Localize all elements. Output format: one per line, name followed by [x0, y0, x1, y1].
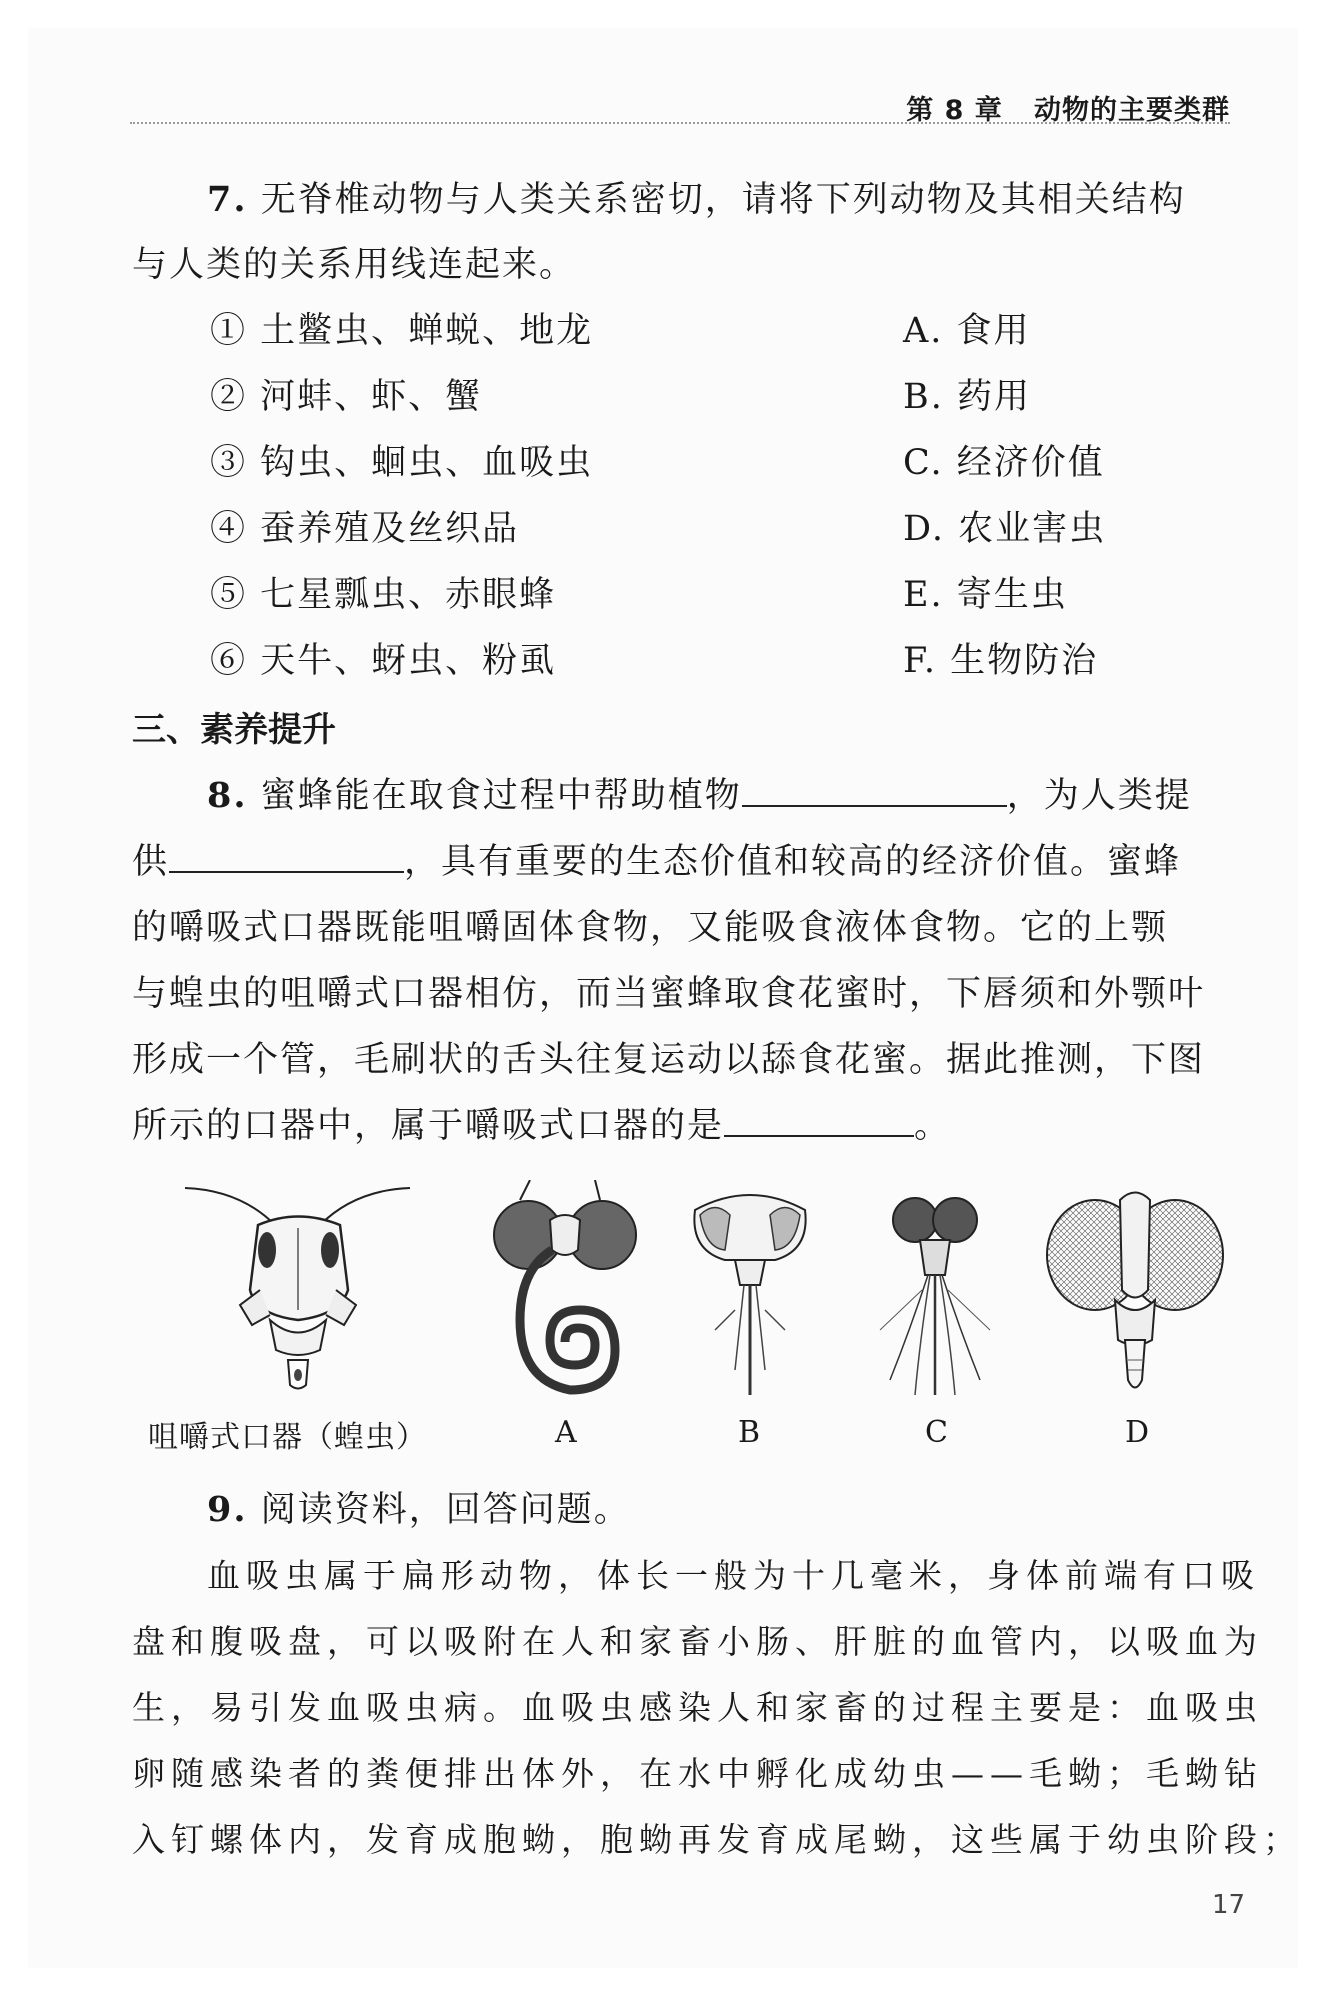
q7-right-item-e: E. 寄生虫 [903, 575, 1068, 615]
q7-left-item-4: ④ 蚕养殖及丝织品 [210, 509, 520, 549]
q8-text-2b: ，具有重要的生态价值和较高的经济价值。蜜蜂 [404, 842, 1182, 882]
section-title: 三、素养提升 [132, 710, 336, 750]
q8-line1 [207, 768, 1192, 818]
running-header [130, 88, 1230, 124]
q7-text-line2: 与人类的关系用线连起来。 [132, 245, 577, 285]
mouthpart-b-illustration [680, 1180, 820, 1410]
q8-line6 [132, 1098, 951, 1148]
q8-line3: 的嚼吸式口器既能咀嚼固体食物，又能吸食液体食物。它的上颚 [132, 908, 1169, 948]
q9-number: 9. [207, 1489, 248, 1530]
q8-text-6a: 所示的口器中，属于嚼吸式口器的是 [132, 1106, 725, 1146]
q8-text-1a: 蜜蜂能在取食过程中帮助植物 [260, 776, 742, 816]
q7-right-item-f: F. 生物防治 [903, 641, 1099, 681]
caption-a: A [555, 1415, 578, 1450]
answer-blank-2[interactable] [169, 870, 404, 873]
q7-right-item-c: C. 经济价值 [903, 443, 1105, 483]
q8-line4: 与蝗虫的咀嚼式口器相仿，而当蜜蜂取食花蜜时，下唇须和外颚叶 [132, 974, 1206, 1014]
q8-text-1b: ，为人类提 [1006, 776, 1192, 816]
mouthpart-c-illustration [860, 1180, 1010, 1410]
q8-line2 [132, 834, 1181, 884]
q9-passage-line4: 卵随感染者的粪便排出体外，在水中孵化成幼虫——毛蚴；毛蚴钻 [132, 1754, 1263, 1793]
chapter-title: 动物的主要类群 [1034, 95, 1230, 126]
q7-right-item-b: B. 药用 [903, 377, 1031, 417]
q9-passage-line5: 入钉螺体内，发育成胞蚴，胞蚴再发育成尾蚴，这些属于幼虫阶段； [132, 1820, 1302, 1859]
caption-locust: 咀嚼式口器（蝗虫） [148, 1420, 427, 1455]
q7-right-item-d: D. 农业害虫 [903, 509, 1107, 549]
q8-text-2a: 供 [132, 842, 170, 882]
caption-d: D [1125, 1415, 1151, 1450]
q8-number: 8. [207, 775, 248, 816]
q7-right-item-a: A. 食用 [903, 311, 1031, 351]
caption-c: C [925, 1415, 949, 1450]
q7-line1 [207, 172, 1186, 222]
chapter-heading [906, 88, 1230, 127]
q7-left-item-3: ③ 钩虫、蛔虫、血吸虫 [210, 443, 594, 483]
q7-left-item-2: ② 河蚌、虾、蟹 [210, 377, 483, 417]
q8-text-6b: 。 [914, 1106, 952, 1146]
mouthpart-a-illustration [490, 1180, 640, 1410]
q7-text-line1: 无脊椎动物与人类关系密切，请将下列动物及其相关结构 [260, 180, 1186, 220]
q7-left-item-5: ⑤ 七星瓢虫、赤眼蜂 [210, 575, 557, 615]
q9-passage-line1: 血吸虫属于扁形动物，体长一般为十几毫米，身体前端有口吸 [207, 1556, 1260, 1595]
q9-passage-line3: 生，易引发血吸虫病。血吸虫感染人和家畜的过程主要是：血吸虫 [132, 1688, 1263, 1727]
page-number: 17 [1212, 1890, 1246, 1920]
q8-line5: 形成一个管，毛刷状的舌头往复运动以舔食花蜜。据此推测，下图 [132, 1040, 1206, 1080]
q7-number: 7. [207, 179, 248, 220]
q9-title: 阅读资料，回答问题。 [260, 1490, 631, 1530]
locust-head-illustration [180, 1180, 420, 1400]
q7-left-item-1: ① 土鳖虫、蝉蜕、地龙 [210, 311, 594, 351]
q7-left-item-6: ⑥ 天牛、蚜虫、粉虱 [210, 641, 557, 681]
answer-blank-3[interactable] [724, 1134, 914, 1137]
q9-passage-line2: 盘和腹吸盘，可以吸附在人和家畜小肠、肝脏的血管内，以吸血为 [132, 1622, 1263, 1661]
q9-heading [207, 1482, 631, 1532]
mouthpart-d-illustration [1040, 1180, 1230, 1410]
answer-blank-1[interactable] [742, 804, 1007, 807]
caption-b: B [738, 1415, 762, 1450]
chapter-number: 第 8 章 [906, 95, 1003, 126]
